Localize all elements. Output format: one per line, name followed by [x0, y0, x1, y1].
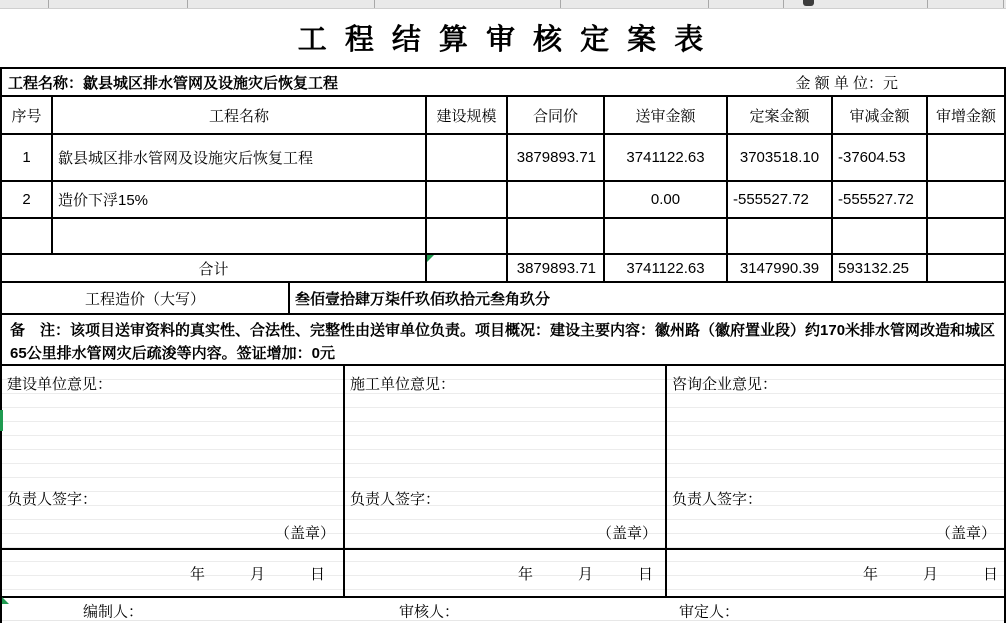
amount-words-value[interactable]: 叁佰壹拾肆万柒仟玖佰玖拾元叁角玖分	[295, 290, 551, 308]
cell-increased[interactable]	[928, 135, 1004, 180]
date-cell[interactable]: 年 月 日	[517, 565, 653, 583]
seal-label: （盖章）	[274, 525, 335, 542]
cell-scale[interactable]	[427, 182, 508, 217]
cell-reduced[interactable]: -555527.72	[833, 182, 928, 217]
sign-label: 负责人签字：	[672, 491, 763, 508]
page-title: 工 程 结 算 审 核 定 案 表	[297, 24, 709, 56]
cell-scale[interactable]	[427, 219, 508, 253]
cell-finalized[interactable]: 3703518.10	[728, 135, 833, 180]
reviewer-label: 审核人：	[399, 603, 460, 620]
total-scale[interactable]	[427, 255, 508, 281]
date-cell[interactable]: 年 月 日	[862, 565, 998, 583]
row-selection-indicator	[0, 410, 3, 431]
total-label[interactable]: 合计	[2, 255, 427, 281]
consultant-opinion-label: 咨询企业意见：	[672, 376, 778, 393]
contractor-opinion-label: 施工单位意见：	[350, 376, 456, 393]
opinions-section	[0, 364, 1006, 596]
header-contract[interactable]: 合同价	[508, 97, 605, 133]
cell-contract[interactable]	[508, 219, 605, 253]
cell-name[interactable]: 歙县城区排水管网及设施灾后恢复工程	[53, 135, 427, 180]
total-reduced[interactable]: 593132.25	[833, 255, 928, 281]
cell-name[interactable]	[53, 219, 427, 253]
cell-submitted[interactable]	[605, 219, 728, 253]
column-divider	[927, 0, 928, 8]
note-cell[interactable]: 备 注：该项目送审资料的真实性、合法性、完整性由送审单位负责。项目概况：建设主要内容：徽州路（徽府置业段）约170米排水管网改造和城区65公里排水管网灾后疏浚等内容。签证增加：0元	[10, 322, 996, 362]
header-increased[interactable]: 审增金额	[935, 107, 996, 125]
opinion-column-consultant	[667, 366, 1004, 596]
seal-label: （盖章）	[596, 525, 657, 542]
cell-finalized[interactable]	[728, 219, 833, 253]
column-divider	[187, 0, 188, 8]
meta-cell[interactable]	[2, 69, 1004, 95]
footer-row[interactable]	[0, 596, 1006, 623]
error-indicator-icon	[427, 255, 434, 262]
owner-opinion-label: 建设单位意见：	[7, 376, 113, 393]
table-row	[2, 180, 1004, 217]
note-row	[2, 313, 1004, 366]
amount-words-label[interactable]: 工程造价（大写）	[2, 283, 290, 313]
opinion-column-contractor	[345, 366, 667, 596]
column-divider	[708, 0, 709, 8]
column-divider	[1003, 0, 1004, 8]
cell-name[interactable]: 造价下浮15%	[53, 182, 427, 217]
amount-words-row	[2, 281, 1004, 313]
column-divider	[783, 0, 784, 8]
total-submitted[interactable]: 3741122.63	[605, 255, 728, 281]
sign-label: 负责人签字：	[350, 491, 441, 508]
settlement-table	[0, 67, 1006, 368]
header-name[interactable]: 工程名称	[53, 97, 427, 133]
opinion-column-owner	[2, 366, 345, 596]
consultant-opinion-cell[interactable]	[667, 366, 1004, 550]
project-name-label: 工程名称：歙县城区排水管网及设施灾后恢复工程	[8, 74, 339, 92]
cell-increased[interactable]	[928, 182, 1004, 217]
total-row	[2, 253, 1004, 281]
header-no[interactable]: 序号	[2, 97, 53, 133]
preparer-label: 编制人：	[83, 603, 144, 620]
header-reduced[interactable]: 审减金额	[833, 97, 928, 133]
column-divider	[374, 0, 375, 8]
cell-no[interactable]	[2, 219, 53, 253]
column-divider	[48, 0, 49, 8]
cell-reduced[interactable]	[833, 219, 928, 253]
cell-no[interactable]: 2	[2, 182, 53, 217]
owner-opinion-cell[interactable]	[2, 366, 343, 550]
header-finalized[interactable]: 定案金额	[728, 97, 833, 133]
cell-submitted[interactable]: 3741122.63	[605, 135, 728, 180]
header-submitted[interactable]: 送审金额	[605, 97, 728, 133]
table-row	[2, 217, 1004, 253]
column-divider	[560, 0, 561, 8]
meta-row	[2, 69, 1004, 95]
seal-label: （盖章）	[935, 525, 996, 542]
error-indicator-icon	[2, 597, 9, 604]
mouse-cursor-icon	[803, 0, 814, 6]
cell-contract[interactable]	[508, 182, 605, 217]
date-cell[interactable]: 年 月 日	[189, 565, 325, 583]
header-scale[interactable]: 建设规模	[427, 97, 508, 133]
cell-increased[interactable]	[928, 219, 1004, 253]
sign-label: 负责人签字：	[7, 491, 98, 508]
amount-unit-label: 金 额 单 位：元	[795, 74, 898, 92]
total-contract[interactable]: 3879893.71	[508, 255, 605, 281]
cell-scale[interactable]	[427, 135, 508, 180]
table-header-row	[2, 95, 1004, 133]
cell-no[interactable]: 1	[2, 135, 53, 180]
contractor-opinion-cell[interactable]	[345, 366, 665, 550]
approver-label: 审定人：	[679, 603, 740, 620]
table-row	[2, 133, 1004, 180]
cell-contract[interactable]: 3879893.71	[508, 135, 605, 180]
total-finalized[interactable]: 3147990.39	[728, 255, 833, 281]
cell-submitted[interactable]: 0.00	[605, 182, 728, 217]
total-increased[interactable]	[928, 255, 1004, 281]
cell-reduced[interactable]: -37604.53	[833, 135, 928, 180]
cell-finalized[interactable]: -555527.72	[728, 182, 833, 217]
